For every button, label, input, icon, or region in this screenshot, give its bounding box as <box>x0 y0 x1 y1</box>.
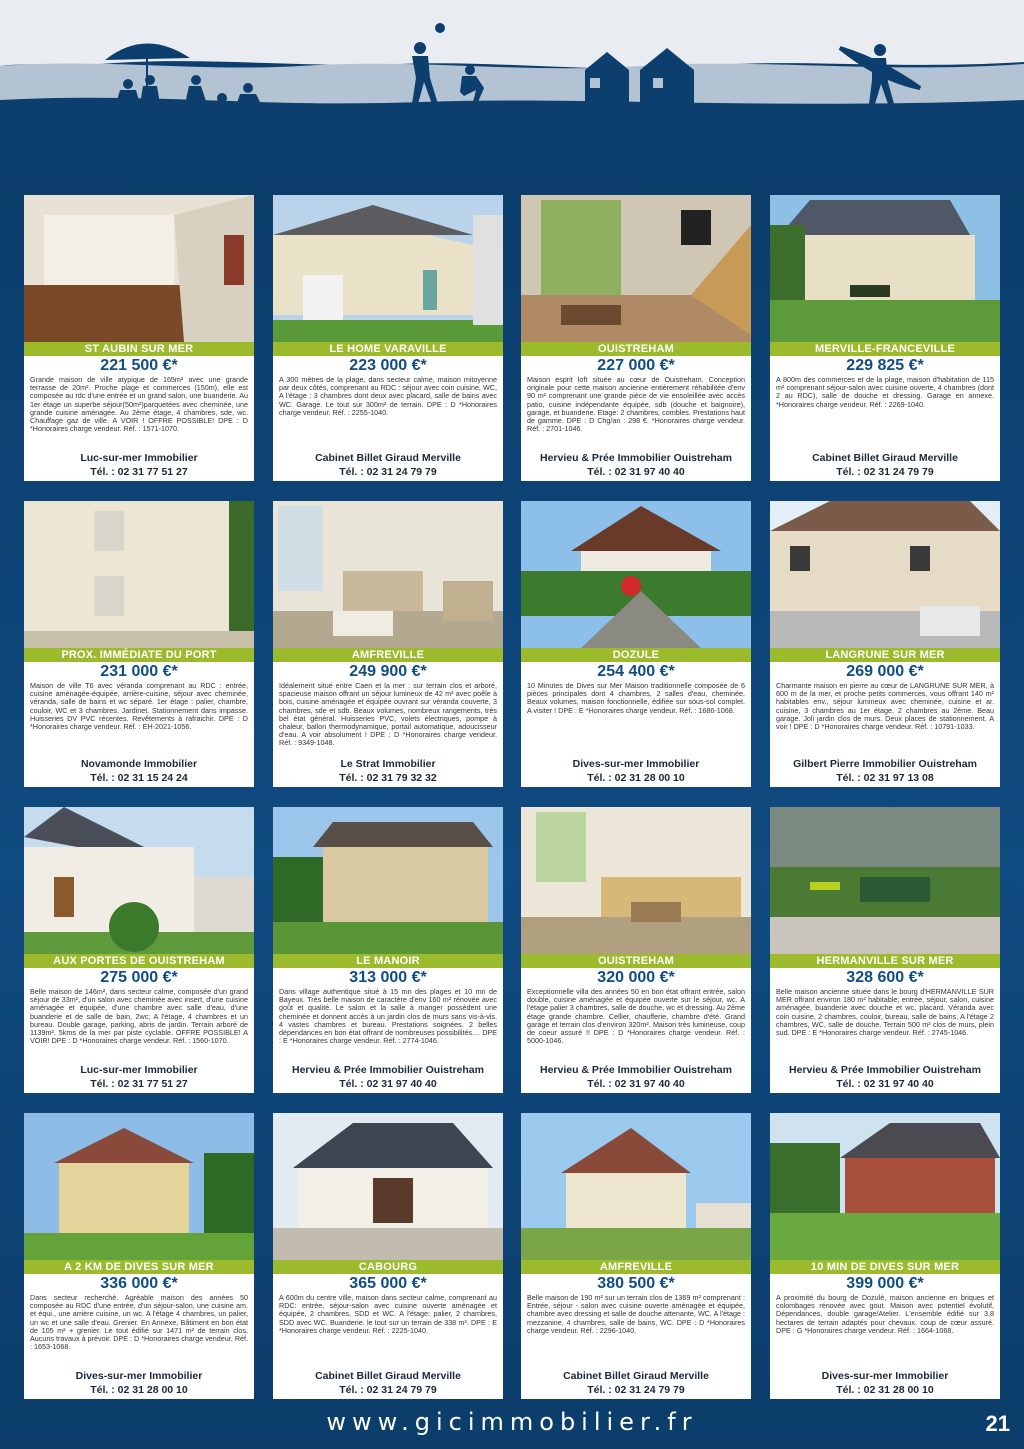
price: 365 000 €* <box>349 1275 427 1292</box>
location-label: LE MANOIR <box>273 954 503 968</box>
description: 10 Minutes de Dives sur Mer Maison traditionnelle composée de 6 pièces principales dont 4 chambres, 2 salles d'eau, cheminée. Beaux volumes, maison fonctionnelle, édifiée sur sous-sol complet. A visiter ! DPE : E *Honoraires charge vendeur. Réf. : 1686-1068. <box>527 682 745 715</box>
location-label: OUISTREHAM <box>521 342 751 356</box>
price: 231 000 €* <box>100 663 178 680</box>
agency-name: Luc-sur-mer Immobilier <box>80 1064 198 1076</box>
location-label: MERVILLE-FRANCEVILLE <box>770 342 1000 356</box>
location-label: 10 MIN DE DIVES SUR MER <box>770 1260 1000 1274</box>
location-label: DOZULE <box>521 648 751 662</box>
description: Maison esprit loft située au cœur de Ouistreham. Conception originale pour cette maison ancienne entièrement réhabilitée d'env 90 m² comprenant une grande pièce de vie ensoleillée avec accès patio, cuisine indépendante équipée, sdb (douche et baignoire), garage, et buanderie. Etage: 2 chambres, combles. Prestations haut de gamme. DPE : D Chg/an : 298 €. *Honoraires charge vendeur. Réf. : 2701-1046. <box>527 376 745 434</box>
property-photo <box>24 501 254 648</box>
property-photo <box>770 1113 1000 1260</box>
description: Grande maison de ville atypique de 165m² avec une grande terrasse de 20m². Proche plage et commerces (150m), elle est composée au rdc d'une entrée et un grand salon, une buanderie. Au 1er étage un superbe séjour(50m²)parquetées avec cheminée, une grande cuisine aménagée. Au 2ème étage, 4 chambres, sde, wc. Chauffage gaz de ville. A VOIR ! OFFRE POSSIBLE! DPE : D *Honoraires charge vendeur. Réf. : 1571-1070. <box>30 376 248 434</box>
location-label: CABOURG <box>273 1260 503 1274</box>
agency-name: Luc-sur-mer Immobilier <box>80 452 198 464</box>
agency-name: Hervieu & Prée Immobilier Ouistreham <box>789 1064 981 1076</box>
listing-card[interactable] <box>273 1113 503 1399</box>
location-label: ST AUBIN SUR MER <box>24 342 254 356</box>
website-url[interactable]: www.gicimmobilier.fr <box>326 1408 698 1436</box>
agency-phone[interactable]: Tél. : 02 31 28 00 10 <box>90 1384 188 1396</box>
property-photo <box>273 1113 503 1260</box>
price: 269 000 €* <box>846 663 924 680</box>
agency-name: Dives-sur-mer Immobilier <box>821 1370 949 1382</box>
listing-card[interactable] <box>24 195 254 481</box>
agency-phone[interactable]: Tél. : 02 31 24 79 79 <box>339 466 437 478</box>
price: 249 900 €* <box>349 663 427 680</box>
property-photo <box>24 195 254 342</box>
agency-name: Gilbert Pierre Immobilier Ouistreham <box>793 758 977 770</box>
listing-card[interactable] <box>24 1113 254 1399</box>
price: 275 000 €* <box>100 969 178 986</box>
agency-phone[interactable]: Tél. : 02 31 28 00 10 <box>587 772 685 784</box>
property-photo <box>521 501 751 648</box>
description: A proximité du bourg de Dozulé, maison ancienne en briques et colombages rénovée avec gout. Maison avec potentiel évolutif, Dépendances, double garage/Atelier. L'ensemble édifié sur 3,8 hectares de terrain adaptés pour chevaux. coup de cœur assuré. DPE : G *Honoraires charge vendeur. Réf. : 1664-1068. <box>776 1294 994 1335</box>
price: 227 000 €* <box>597 357 675 374</box>
property-photo <box>273 807 503 954</box>
agency-phone[interactable]: Tél. : 02 31 15 24 24 <box>90 772 188 784</box>
price: 328 600 €* <box>846 969 924 986</box>
listing-card[interactable] <box>770 501 1000 787</box>
price: 336 000 €* <box>100 1275 178 1292</box>
agency-phone[interactable]: Tél. : 02 31 24 79 79 <box>836 466 934 478</box>
listing-card[interactable] <box>770 807 1000 1093</box>
location-label: LE HOME VARAVILLE <box>273 342 503 356</box>
property-photo <box>521 807 751 954</box>
property-photo <box>273 501 503 648</box>
price: 399 000 €* <box>846 1275 924 1292</box>
agency-phone[interactable]: Tél. : 02 31 77 51 27 <box>90 1078 188 1090</box>
location-label: AMFREVILLE <box>521 1260 751 1274</box>
price: 380 500 €* <box>597 1275 675 1292</box>
agency-phone[interactable]: Tél. : 02 31 77 51 27 <box>90 466 188 478</box>
agency-name: Le Strat Immobilier <box>340 758 436 770</box>
listing-card[interactable] <box>770 195 1000 481</box>
property-photo <box>24 1113 254 1260</box>
price: 221 500 €* <box>100 357 178 374</box>
listing-card[interactable] <box>273 195 503 481</box>
price: 254 400 €* <box>597 663 675 680</box>
description: Charmante maison en pierre au cœur de LANGRUNE SUR MER, à 600 m de la mer, et proche petits commerces, vous offrant 140 m² habitables env., séjour lumineux avec cheminée, cuisine et ar. cuisine, 3 chambres au 1er étage, 2 chambres au 2ème. Beau garage. Joli jardin clos de murs. Deux places de stationnement. A voir ! DPE : D *Honoraires charge vendeur. Réf. : 10791-1033. <box>776 682 994 732</box>
listing-card[interactable] <box>24 807 254 1093</box>
description: Maison de ville T6 avec véranda comprenant au RDC : entrée, cuisine aménagée-équipée, arrière-cuisine, séjour avec cheminée, véranda, salle de bains et wc séparé. 1er étage : palier, chambre, couloir, WC et 3 chambres. Jardinet. Stationnement dans impasse. Huisseries DV PVC récentes. Revêtements à rafraichir. DPE : D *Honoraires charge vendeur. Réf. : EH-2021-1056. <box>30 682 248 732</box>
agency-name: Dives-sur-mer Immobilier <box>572 758 700 770</box>
location-label: PROX. IMMÉDIATE DU PORT <box>24 648 254 662</box>
agency-name: Cabinet Billet Giraud Merville <box>315 1370 461 1382</box>
property-photo <box>24 807 254 954</box>
listing-card[interactable] <box>273 501 503 787</box>
location-label: AUX PORTES DE OUISTREHAM <box>24 954 254 968</box>
agency-name: Hervieu & Prée Immobilier Ouistreham <box>540 1064 732 1076</box>
agency-name: Cabinet Billet Giraud Merville <box>812 452 958 464</box>
agency-phone[interactable]: Tél. : 02 31 24 79 79 <box>339 1384 437 1396</box>
location-label: A 2 KM DE DIVES SUR MER <box>24 1260 254 1274</box>
agency-name: Hervieu & Prée Immobilier Ouistreham <box>292 1064 484 1076</box>
description: Idéalement situé entre Caen et la mer : sur terrain clos et arboré, spacieuse maison offrant un séjour lumineux de 42 m² avec poêle à bois, cuisine aménagée et équipée ouvrant sur véranda couverte, 3 chambres, sde et sdb. Beaux volumes, nombreux rangements, très bel état général. Huisseries PVC, volets électriques, pompe à chaleur, ballon thermodynamique, portail automatique, adoucisseur d'eau. A voir absolument ! DPE : D *Honoraires charge vendeur. Réf. : 9349-1048. <box>279 682 497 748</box>
property-photo <box>770 501 1000 648</box>
description: Belle maison ancienne située dans le bourg d'HERMANVILLE SUR MER offrant environ 180 m² habitable; entrée, séjour, salon, cuisine aménagée, buanderie avec douche et wc, placard. Véranda avec coin cuisine, 2 chambres, couloir, bureau, salle de bains, A l'étage 2 chambres, WC, salle de douche. Terrain 500 m² clos de murs, plein sud. DPE : E *Honoraires charge vendeur. Réf. : 2745-1046. <box>776 988 994 1038</box>
listing-card[interactable] <box>521 501 751 787</box>
property-photo <box>770 807 1000 954</box>
property-photo <box>770 195 1000 342</box>
description: A 600m du centre ville, maison dans secteur calme, comprenant au RDC: entrée, séjour-salon avec cuisine ouverte aménagée et équipée, 2 chambres, SDD et WC. A l'étage: palier, 2 chambres, SDD avec WC. Buanderie. le tout sur un terrain de 338 m². DPE : E *Honoraires charge vendeur. Réf. : 2225-1040. <box>279 1294 497 1335</box>
location-label: AMFREVILLE <box>273 648 503 662</box>
agency-name: Dives-sur-mer Immobilier <box>75 1370 203 1382</box>
description: Belle maison de 190 m² sur un terrain clos de 1369 m² comprenant : Entrée, séjour - salon avec cuisine ouverte aménagée et équipée, chambre avec dressing et salle de douche attenante, WC. A l'étage : mezzanine, 4 chambres, salle de bains, WC. DPE : D *Honoraires charge vendeur. Réf. : 2296-1040. <box>527 1294 745 1335</box>
description: Belle maison de 146m², dans secteur calme, composée d'un grand séjour de 33m², d'un salon avec cheminée avec insert, d'une cuisine aménagée et équipée, d'une chambre avec salle d'eau, d'une buanderie et de salle de bain, 2wc; A l'étage, 4 chambres et un bureau. Double garage, parking, abris de jardin. Terrain arboré de 1139m². 5kms de la mer par piste cyclable. OFFRE POSSIBLE! A VOIR! DPE : D *Honoraires charge vendeur. Réf. : 1560-1070. <box>30 988 248 1046</box>
agency-phone[interactable]: Tél. : 02 31 79 32 32 <box>339 772 437 784</box>
agency-phone[interactable]: Tél. : 02 31 97 40 40 <box>587 1078 685 1090</box>
price: 229 825 €* <box>846 357 924 374</box>
listing-card[interactable] <box>770 1113 1000 1399</box>
listing-card[interactable] <box>521 807 751 1093</box>
price: 313 000 €* <box>349 969 427 986</box>
page-number: 21 <box>985 1411 1010 1436</box>
agency-phone[interactable]: Tél. : 02 31 24 79 79 <box>587 1384 685 1396</box>
agency-phone[interactable]: Tél. : 02 31 97 40 40 <box>587 466 685 478</box>
location-label: LANGRUNE SUR MER <box>770 648 1000 662</box>
agency-name: Cabinet Billet Giraud Merville <box>315 452 461 464</box>
location-label: OUISTREHAM <box>521 954 751 968</box>
agency-name: Novamonde Immobilier <box>80 758 198 770</box>
description: Dans secteur recherché. Agréable maison des années 50 composée au RDC d'une entrée, d'un séjour-salon, une cuisine am. et équi., une arrière cuisine, un wc. A l'étage 4 chambres, un palier, un wc et une salle d'eau. Grenier. En Annexe, Bâtiment en bon état de 105 m² + grenier. Le tout édifié sur 1471 m² de terrain clos. Aucuns travaux à prévoir. DPE : D *Honoraires charge vendeur. Réf. : 1653-1068. <box>30 1294 248 1352</box>
price: 320 000 €* <box>597 969 675 986</box>
property-photo <box>521 195 751 342</box>
listing-card[interactable] <box>521 1113 751 1399</box>
description: A 800m des commerces et de la plage, maison d'habitation de 115 m² comprenant séjour-salon avec cuisine ouverte, 4 chambres (dont 2 au RDC), salle de douche et dressing. Garage en annexe. *Honoraires charge vendeur. Réf. : 2269-1040. <box>776 376 994 409</box>
agency-name: Hervieu & Prée Immobilier Ouistreham <box>540 452 732 464</box>
agency-name: Cabinet Billet Giraud Merville <box>563 1370 709 1382</box>
description: Exceptionnelle villa des années 50 en bon état offrant entrée, salon double, cuisine aménagée et équipée ouverte sur le séjour, wc. A l'étage palier 3 chambres, salle de douche, wc et dressing. Au 2ème étage grande chambre. Cellier, chaufferie, chambre d'été. Grand garage et terrain clos d'environ 320m². Maison très lumineuse, coup de coeur assuré !! DPE : D *Honoraires charge vendeur. Réf. : 5000-1046. <box>527 988 745 1046</box>
description: A 300 mètres de la plage, dans secteur calme, maison mitoyenne par deux côtés, comprenant au RDC : séjour avec coin cuisine, WC, A l'étage : 3 chambres dont deux avec placard, salle de bains avec WC. Garage. Le tout sur 300m² de terrain. DPE : D *Honoraires charge vendeur. Réf. : 2255-1040. <box>279 376 497 417</box>
agency-phone[interactable]: Tél. : 02 31 28 00 10 <box>836 1384 934 1396</box>
agency-phone[interactable]: Tél. : 02 31 97 40 40 <box>836 1078 934 1090</box>
agency-phone[interactable]: Tél. : 02 31 97 40 40 <box>339 1078 437 1090</box>
location-label: HERMANVILLE SUR MER <box>770 954 1000 968</box>
header-banner <box>0 0 1024 180</box>
listing-card[interactable] <box>273 807 503 1093</box>
property-photo <box>521 1113 751 1260</box>
agency-phone[interactable]: Tél. : 02 31 97 13 08 <box>836 772 934 784</box>
listing-card[interactable] <box>521 195 751 481</box>
listing-card[interactable] <box>24 501 254 787</box>
description: Dans village authentique situé à 15 mn des plages et 10 mn de Bayeux. Très belle maison de caractère d'env 160 m² rénovée avec goût et qualité. Le salon et la salle à manger possèdent une cheminée et donnent accès à un jardin clos de murs sans vis-à-vis. 4 vastes chambres et bureau. Prestations soignées. 2 belles dépendances en bon état offrant de nombreuses possibilités.... DPE : E *Honoraires charge vendeur. Réf. : 2774-1046. <box>279 988 497 1046</box>
price: 223 000 €* <box>349 357 427 374</box>
property-photo <box>273 195 503 342</box>
